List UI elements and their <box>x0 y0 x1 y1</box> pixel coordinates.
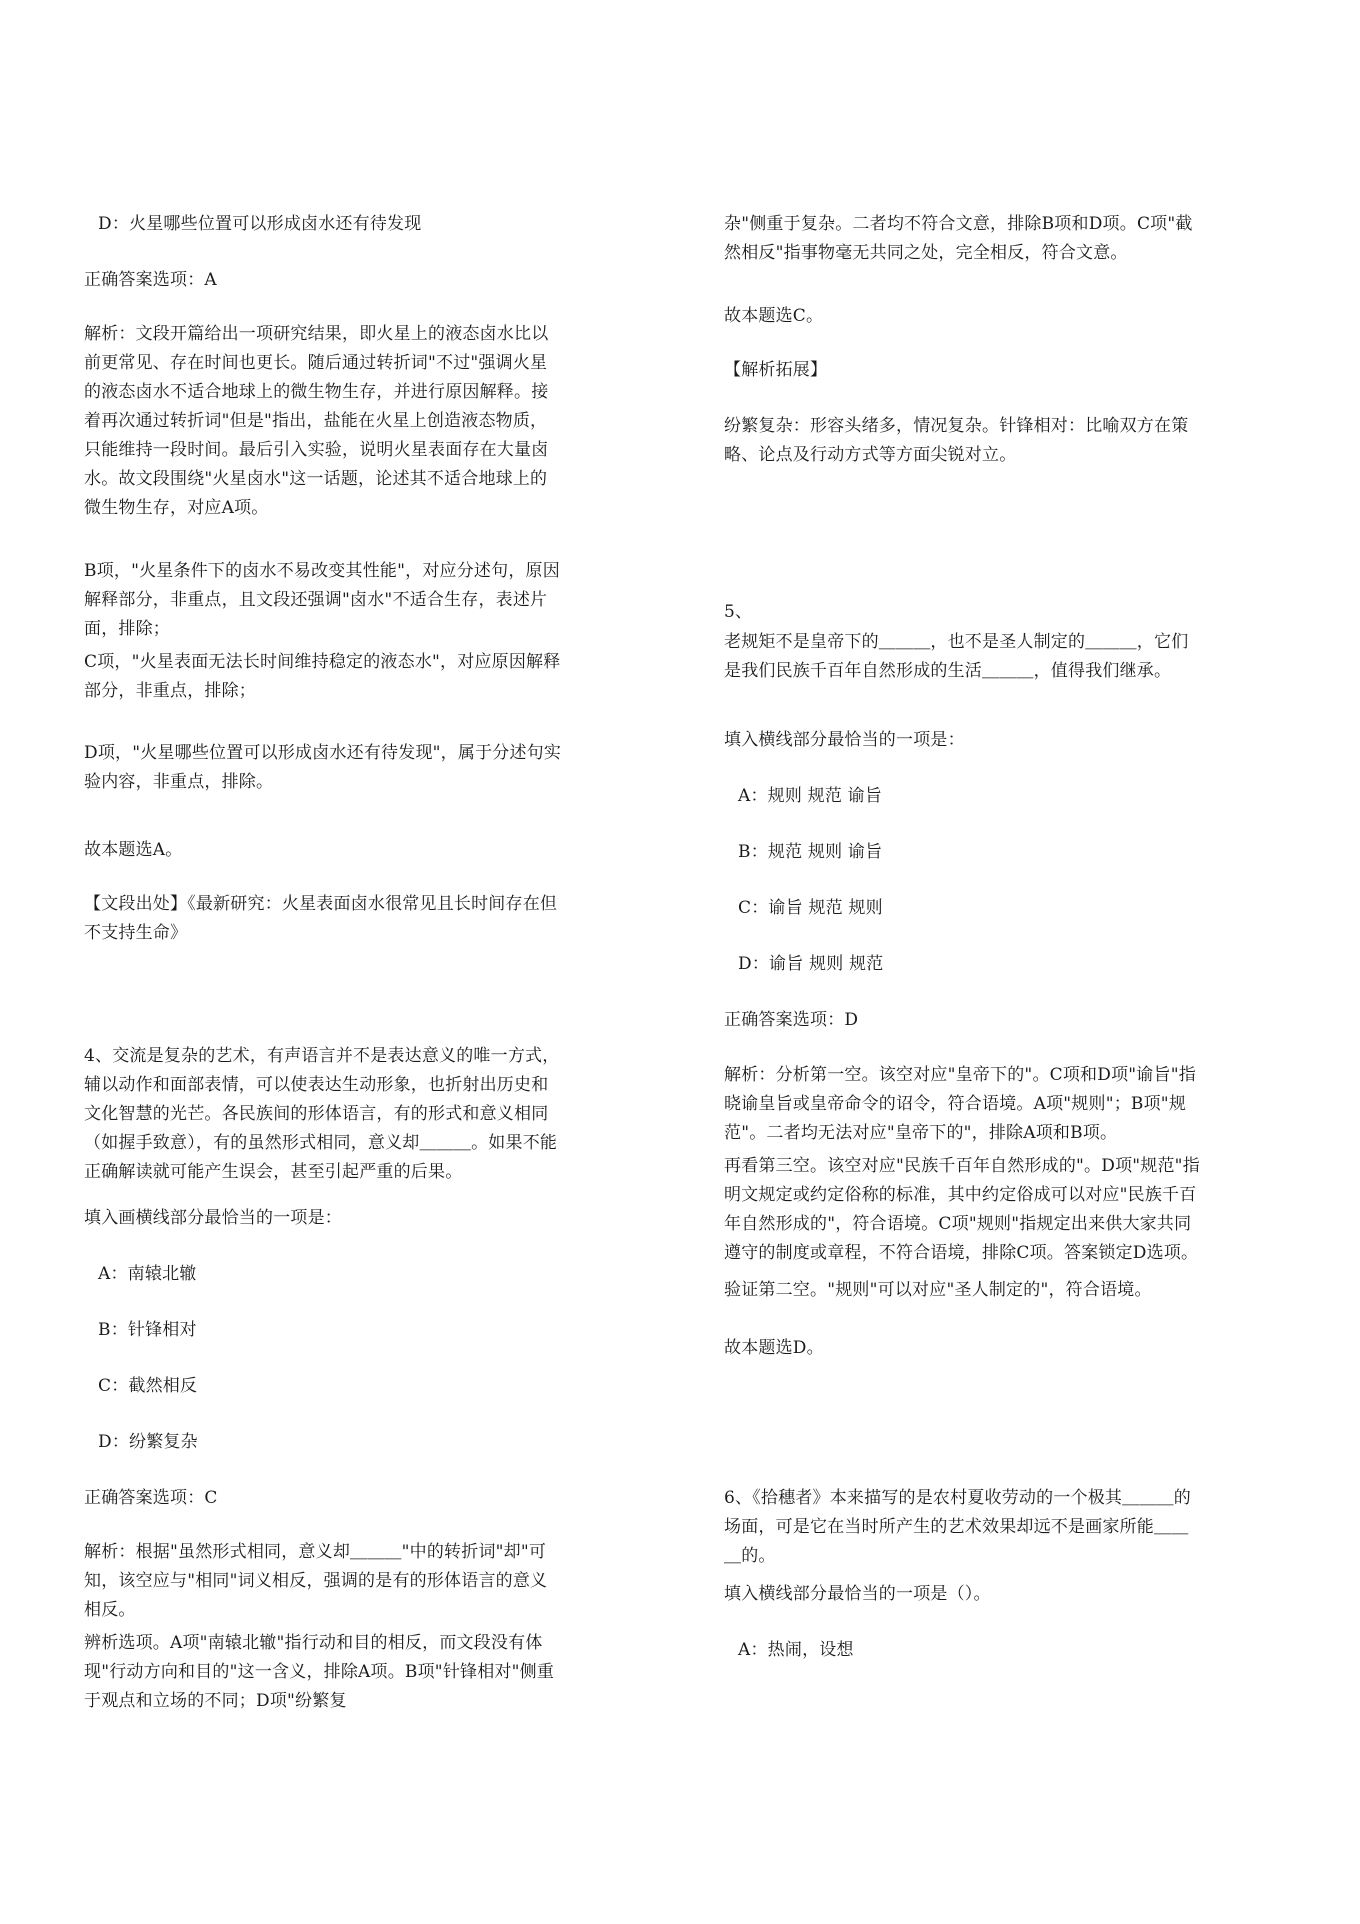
extension-text: 纷繁复杂：形容头绪多，情况复杂。针锋相对：比喻双方在策略、论点及行动方式等方面尖锐对立。 <box>724 416 1189 465</box>
prev-option-d: D：火星哪些位置可以形成卤水还有待发现 <box>98 214 422 234</box>
prev-conclusion: 故本题选A。 <box>84 840 183 860</box>
q4-option-a: A：南辕北辙 <box>98 1264 197 1284</box>
prev-correct-answer: 正确答案选项：A <box>84 270 217 290</box>
q4-option-c: C：截然相反 <box>98 1376 198 1396</box>
q5-option-d: D：谕旨 规则 规范 <box>738 954 884 974</box>
q4-discrimination: 辨析选项。A项"南辕北辙"指行动和目的相反，而文段没有体现"行动方向和目的"这一含义，排除A项。B项"针锋相对"侧重于观点和立场的不同；D项"纷繁复 <box>84 1633 555 1711</box>
q5-verify: 验证第二空。"规则"可以对应"圣人制定的"，符合语境。 <box>724 1280 1152 1300</box>
q4-correct-answer: 正确答案选项：C <box>84 1488 218 1508</box>
q6-prompt: 填入横线部分最恰当的一项是（）。 <box>724 1584 991 1604</box>
q6-stem: 6、《拾穗者》本来描写的是农村夏收劳动的一个极其＿＿＿的场面，可是它在当时所产生的艺术效果却远不是画家所能＿＿＿的。 <box>724 1488 1191 1566</box>
q5-option-a: A：规则 规范 谕旨 <box>738 786 883 806</box>
q5-correct-answer: 正确答案选项：D <box>724 1010 859 1030</box>
q4-prompt: 填入画横线部分最恰当的一项是： <box>84 1208 342 1228</box>
q6-option-a: A：热闹，设想 <box>738 1640 854 1660</box>
q4-stem: 4、交流是复杂的艺术，有声语言并不是表达意义的唯一方式，辅以动作和面部表情，可以使表达生动形象，也折射出历史和文化智慧的光芒。各民族间的形体语言，有的形式和意义相同（如握手致意），有的虽然形式相同，意义却＿＿＿。如果不能正确解读就可能产生误会，甚至引起严重的后果。 <box>84 1046 560 1182</box>
passage-source: 【文段出处】《最新研究：火星表面卤水很常见且长时间存在但不支持生命》 <box>84 894 558 943</box>
q5-option-c: C：谕旨 规范 规则 <box>738 898 883 918</box>
q4-analysis: 解析：根据"虽然形式相同，意义却＿＿＿"中的转折词"却"可知，该空应与"相同"词义相反，强调的是有的形体语言的意义相反。 <box>84 1542 548 1620</box>
q4-option-d: D：纷繁复杂 <box>98 1432 198 1452</box>
prev-option-d-note: D项，"火星哪些位置可以形成卤水还有待发现"，属于分述句实验内容，非重点，排除。 <box>84 743 562 792</box>
q5-conclusion: 故本题选D。 <box>724 1338 824 1358</box>
prev-option-c-note: C项，"火星表面无法长时间维持稳定的液态水"，对应原因解释部分，非重点，排除； <box>84 652 561 701</box>
q5-prompt: 填入横线部分最恰当的一项是： <box>724 730 965 750</box>
q4-conclusion: 故本题选C。 <box>724 306 824 326</box>
q4-discrimination-continued: 杂"侧重于复杂。二者均不符合文意，排除B项和D项。C项"截然相反"指事物毫无共同之处，完全相反，符合文意。 <box>724 214 1193 263</box>
prev-analysis: 解析：文段开篇给出一项研究结果，即火星上的液态卤水比以前更常见、存在时间也更长。随后通过转折词"不过"强调火星的液态卤水不适合地球上的微生物生存，并进行原因解释。接着再次通过转折词"但是"指出，盐能在火星上创造液态物质，只能维持一段时间。最后引入实验，说明火星表面存在大量卤水。故文段围绕"火星卤水"这一话题，论述其不适合地球上的微生物生存，对应A项。 <box>84 324 549 518</box>
q5-third-blank-analysis: 再看第三空。该空对应"民族千百年自然形成的"。D项"规范"指明文规定或约定俗称的标准，其中约定俗成可以对应"民族千百年自然形成的"，符合语境。C项"规则"指规定出来供大家共同遵守的制度或章程，不符合语境，排除C项。答案锁定D选项。 <box>724 1156 1200 1263</box>
q5-analysis: 解析：分析第一空。该空对应"皇帝下的"。C项和D项"谕旨"指晓谕皇旨或皇帝命令的诏令，符合语境。A项"规则"；B项"规范"。二者均无法对应"皇帝下的"，排除A项和B项。 <box>724 1065 1196 1143</box>
extension-header: 【解析拓展】 <box>724 360 828 380</box>
q5-stem: 老规矩不是皇帝下的＿＿＿，也不是圣人制定的＿＿＿，它们是我们民族千百年自然形成的生活＿＿＿，值得我们继承。 <box>724 632 1189 681</box>
q4-option-b: B：针锋相对 <box>98 1320 197 1340</box>
prev-option-b-note: B项，"火星条件下的卤水不易改变其性能"，对应分述句，原因解释部分，非重点，且文段还强调"卤水"不适合生存，表述片面，排除； <box>84 561 560 639</box>
q5-number: 5、 <box>724 602 753 622</box>
q5-option-b: B：规范 规则 谕旨 <box>738 842 883 862</box>
